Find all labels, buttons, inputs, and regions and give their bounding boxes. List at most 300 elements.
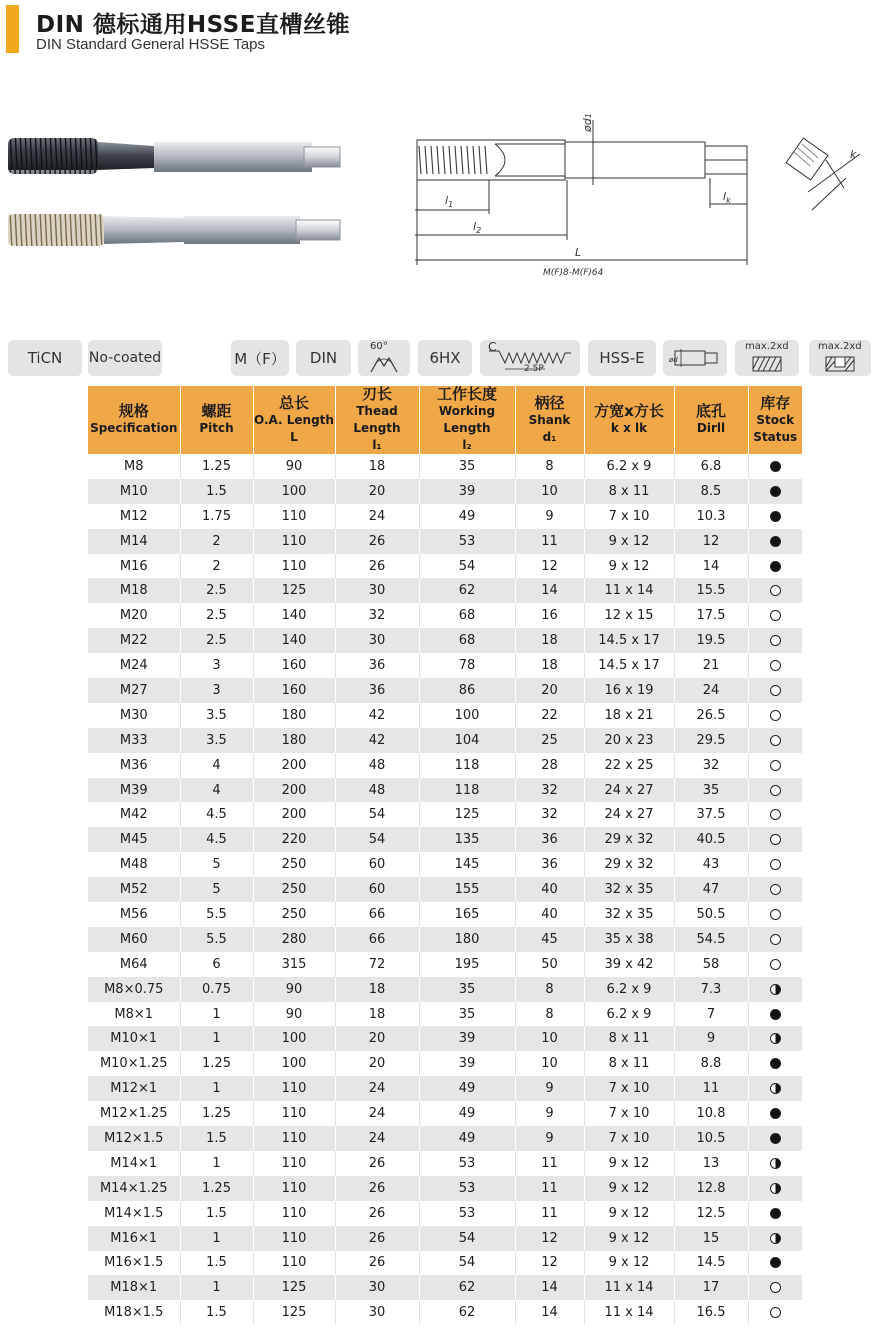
spec-depth-through [735,340,799,376]
cell-drill: 8.8 [674,1051,748,1076]
cell-thread: 42 [335,703,419,728]
spec-ticn-label: TiCN [27,349,63,367]
spec-thread-angle-label: 60° [370,341,388,352]
cell-drill: 14.5 [674,1251,748,1276]
cell-shank: 40 [515,902,584,927]
cell-spec: M12 [88,504,180,529]
cell-drill: 8.5 [674,479,748,504]
cell-square: 32 x 35 [584,877,674,902]
cell-pitch: 1 [180,1002,253,1027]
cell-working: 62 [419,1275,515,1300]
cell-spec: M60 [88,927,180,952]
cell-stock [748,504,802,529]
cell-thread: 54 [335,827,419,852]
table-row [88,952,802,977]
table-row [88,1300,802,1325]
column-header-shank-en: Shank [528,412,571,427]
cell-length: 100 [253,1026,335,1051]
table-row [88,728,802,753]
cell-shank: 36 [515,852,584,877]
column-header-shank-cn: 柄径 [534,393,565,412]
cell-spec: M12×1 [88,1076,180,1101]
cell-square: 29 x 32 [584,827,674,852]
cell-working: 195 [419,952,515,977]
cell-square: 9 x 12 [584,529,674,554]
cell-thread: 20 [335,1026,419,1051]
cell-length: 160 [253,678,335,703]
table-row [88,1201,802,1226]
cell-drill: 9 [674,1026,748,1051]
cell-stock [748,827,802,852]
cell-thread: 20 [335,479,419,504]
cell-spec: M10×1 [88,1026,180,1051]
d1-label: ød [581,118,594,132]
cell-spec: M12×1.25 [88,1101,180,1126]
cell-spec: M36 [88,753,180,778]
stock-empty-icon [770,834,781,845]
cell-spec: M10 [88,479,180,504]
cell-spec: M45 [88,827,180,852]
cell-length: 110 [253,1226,335,1251]
cell-drill: 12.5 [674,1201,748,1226]
cell-stock [748,1101,802,1126]
cell-length: 250 [253,877,335,902]
table-row [88,603,802,628]
table-row [88,504,802,529]
cell-drill: 17 [674,1275,748,1300]
cell-working: 68 [419,628,515,653]
cell-spec: M18 [88,578,180,603]
cell-working: 100 [419,703,515,728]
cell-pitch: 1.75 [180,504,253,529]
cell-spec: M33 [88,728,180,753]
column-header-stock-en: Stock [756,412,795,427]
cell-spec: M14×1 [88,1151,180,1176]
cell-drill: 10.5 [674,1126,748,1151]
d1-subscript: 1 [584,113,593,119]
spec-table [88,386,802,1325]
cell-spec: M39 [88,778,180,803]
spec-depth-blind-label: max.2xd [818,341,862,352]
cell-square: 8 x 11 [584,1051,674,1076]
table-row [88,1226,802,1251]
column-header-working-en: Working Length [438,404,496,435]
cell-stock [748,1251,802,1276]
cell-length: 160 [253,653,335,678]
cell-shank: 14 [515,578,584,603]
cell-thread: 26 [335,1151,419,1176]
spec-icon-row [0,340,876,378]
stock-half-icon [770,1158,781,1169]
cell-length: 280 [253,927,335,952]
cell-spec: M20 [88,603,180,628]
cell-working: 118 [419,753,515,778]
cell-stock [748,603,802,628]
cell-working: 125 [419,802,515,827]
column-header-square [584,386,674,454]
column-header-working-sym: l₂ [462,438,472,452]
spec-thread-angle [358,340,410,376]
cell-shank: 45 [515,927,584,952]
cell-pitch: 4 [180,778,253,803]
cell-drill: 14 [674,554,748,579]
cell-pitch: 1.5 [180,479,253,504]
cell-working: 78 [419,653,515,678]
table-row [88,1051,802,1076]
svg-text:l2 [473,220,481,235]
cell-stock [748,902,802,927]
spec-chamfer [480,340,580,376]
cell-drill: 47 [674,877,748,902]
cell-spec: M8×0.75 [88,977,180,1002]
stock-full-icon [770,1009,781,1020]
stock-half-icon [770,1033,781,1044]
cell-thread: 26 [335,529,419,554]
cell-square: 6.2 x 9 [584,977,674,1002]
cell-square: 14.5 x 17 [584,628,674,653]
cell-drill: 11 [674,1076,748,1101]
table-row [88,1126,802,1151]
cell-length: 250 [253,852,335,877]
column-header-spec [88,386,180,454]
table-row [88,877,802,902]
cell-shank: 22 [515,703,584,728]
cell-thread: 24 [335,1126,419,1151]
cell-working: 145 [419,852,515,877]
table-row [88,852,802,877]
table-row [88,454,802,479]
stock-full-icon [770,1257,781,1268]
cell-stock [748,1201,802,1226]
cell-length: 90 [253,1002,335,1027]
cell-pitch: 0.75 [180,977,253,1002]
shank-icon [667,345,723,371]
table-row [88,1026,802,1051]
cell-pitch: 1.25 [180,454,253,479]
stock-empty-icon [770,934,781,945]
through-hole-icon [750,355,784,373]
table-row [88,1101,802,1126]
cell-working: 39 [419,1026,515,1051]
cell-square: 11 x 14 [584,578,674,603]
table-header-row [88,386,802,454]
cell-spec: M10×1.25 [88,1051,180,1076]
cell-shank: 12 [515,1226,584,1251]
column-header-square-cn: 方宽x方长 [594,402,664,420]
cell-stock [748,554,802,579]
cell-drill: 21 [674,653,748,678]
cell-shank: 14 [515,1300,584,1325]
l1-subscript: 1 [448,200,454,209]
column-header-thread-en: Thead Length [353,404,401,435]
table-row [88,927,802,952]
cell-drill: 7.3 [674,977,748,1002]
stock-empty-icon [770,785,781,796]
cell-stock [748,977,802,1002]
stock-half-icon [770,984,781,995]
table-body [88,454,802,1325]
cell-shank: 11 [515,1151,584,1176]
cell-square: 7 x 10 [584,1101,674,1126]
cell-length: 125 [253,1300,335,1325]
cell-drill: 58 [674,952,748,977]
table-row [88,1176,802,1201]
cell-drill: 16.5 [674,1300,748,1325]
cell-length: 110 [253,1101,335,1126]
cell-spec: M14 [88,529,180,554]
cell-working: 86 [419,678,515,703]
cell-pitch: 1.25 [180,1176,253,1201]
cell-spec: M18×1 [88,1275,180,1300]
cell-thread: 36 [335,653,419,678]
accent-bar [6,5,19,53]
cell-pitch: 1.5 [180,1201,253,1226]
blind-hole-icon [823,355,857,373]
cell-pitch: 3 [180,678,253,703]
cell-thread: 30 [335,1275,419,1300]
cell-stock [748,728,802,753]
cell-length: 100 [253,1051,335,1076]
cell-stock [748,1051,802,1076]
cell-pitch: 2.5 [180,578,253,603]
cell-shank: 20 [515,678,584,703]
cell-thread: 26 [335,1176,419,1201]
spec-chamfer-sublabel: 2.5P [524,364,544,374]
cell-stock [748,678,802,703]
cell-working: 35 [419,1002,515,1027]
column-header-stock-cn: 库存 [760,393,791,412]
l2-label: l [473,220,477,233]
spec-tolerance-label: 6HX [429,349,461,367]
cell-working: 135 [419,827,515,852]
cell-thread: 24 [335,1076,419,1101]
cell-working: 54 [419,554,515,579]
column-header-shank-sym: d₁ [542,429,557,444]
table-row [88,977,802,1002]
column-header-stock [748,386,802,454]
cell-spec: M64 [88,952,180,977]
cell-thread: 66 [335,902,419,927]
cell-spec: M24 [88,653,180,678]
cell-square: 6.2 x 9 [584,454,674,479]
cell-shank: 18 [515,628,584,653]
cell-drill: 13 [674,1151,748,1176]
stock-half-icon [770,1233,781,1244]
table-row [88,703,802,728]
cell-shank: 10 [515,1026,584,1051]
spec-material [588,340,656,376]
cell-square: 9 x 12 [584,1226,674,1251]
column-header-length-en: O.A. Length [254,412,334,427]
spec-standard-label: DIN [309,349,338,367]
table-row [88,1002,802,1027]
cell-drill: 40.5 [674,827,748,852]
cell-shank: 12 [515,554,584,579]
cell-pitch: 5 [180,877,253,902]
cell-length: 250 [253,902,335,927]
thread-angle-icon [369,352,399,374]
cell-pitch: 1 [180,1026,253,1051]
cell-pitch: 1.25 [180,1051,253,1076]
cell-pitch: 3.5 [180,728,253,753]
cell-working: 54 [419,1251,515,1276]
cell-thread: 48 [335,778,419,803]
lk-subscript: k [726,196,731,205]
spec-no-coated-label: No-coated [88,350,162,366]
cell-length: 110 [253,504,335,529]
cell-working: 155 [419,877,515,902]
cell-length: 200 [253,753,335,778]
cell-spec: M52 [88,877,180,902]
spec-thread-mf-label: M（F） [234,349,286,368]
spec-shank-label: ød [669,356,678,364]
cell-thread: 48 [335,753,419,778]
cell-working: 68 [419,603,515,628]
cell-drill: 17.5 [674,603,748,628]
cell-working: 49 [419,1101,515,1126]
cell-thread: 24 [335,504,419,529]
cell-shank: 36 [515,827,584,852]
cell-length: 220 [253,827,335,852]
cell-stock [748,778,802,803]
square-end-view [782,130,868,220]
cell-length: 200 [253,802,335,827]
cell-thread: 66 [335,927,419,952]
cell-square: 39 x 42 [584,952,674,977]
cell-pitch: 1.5 [180,1251,253,1276]
cell-pitch: 1 [180,1151,253,1176]
column-header-length [253,386,335,454]
column-header-square-en: k x lk [610,421,648,435]
cell-pitch: 4 [180,753,253,778]
cell-length: 90 [253,454,335,479]
cell-spec: M30 [88,703,180,728]
cell-pitch: 1 [180,1076,253,1101]
cell-square: 7 x 10 [584,504,674,529]
cell-pitch: 4.5 [180,802,253,827]
column-header-spec-cn: 规格 [118,402,149,420]
cell-pitch: 5 [180,852,253,877]
cell-drill: 7 [674,1002,748,1027]
cell-stock [748,703,802,728]
cell-working: 53 [419,1176,515,1201]
spec-tolerance [418,340,472,376]
cell-square: 18 x 21 [584,703,674,728]
cell-square: 11 x 14 [584,1275,674,1300]
cell-working: 180 [419,927,515,952]
table-row [88,802,802,827]
cell-length: 100 [253,479,335,504]
cell-shank: 10 [515,1051,584,1076]
cell-square: 14.5 x 17 [584,653,674,678]
cell-stock [748,653,802,678]
cell-length: 315 [253,952,335,977]
lk-label: l [723,190,727,203]
stock-empty-icon [770,760,781,771]
stock-full-icon [770,1058,781,1069]
cell-drill: 10.8 [674,1101,748,1126]
table-row [88,628,802,653]
cell-shank: 11 [515,1176,584,1201]
stock-empty-icon [770,710,781,721]
cell-thread: 36 [335,678,419,703]
cell-working: 49 [419,1126,515,1151]
cell-square: 9 x 12 [584,1176,674,1201]
cell-drill: 29.5 [674,728,748,753]
column-header-stock-sym: Status [753,429,798,444]
cell-pitch: 2 [180,554,253,579]
cell-thread: 60 [335,877,419,902]
cell-working: 49 [419,1076,515,1101]
cell-drill: 37.5 [674,802,748,827]
cell-pitch: 6 [180,952,253,977]
cell-length: 110 [253,1251,335,1276]
cell-shank: 40 [515,877,584,902]
cell-shank: 28 [515,753,584,778]
table-row [88,554,802,579]
cell-square: 20 x 23 [584,728,674,753]
table-row [88,578,802,603]
cell-shank: 9 [515,1101,584,1126]
cell-spec: M42 [88,802,180,827]
cell-spec: M22 [88,628,180,653]
cell-pitch: 5.5 [180,927,253,952]
cell-spec: M12×1.5 [88,1126,180,1151]
table-row [88,529,802,554]
stock-empty-icon [770,909,781,920]
stock-empty-icon [770,809,781,820]
cell-stock [748,1076,802,1101]
k-label: k [850,148,857,161]
stock-half-icon [770,1083,781,1094]
cell-drill: 12 [674,529,748,554]
cell-pitch: 1.25 [180,1101,253,1126]
cell-drill: 6.8 [674,454,748,479]
cell-shank: 25 [515,728,584,753]
cell-stock [748,529,802,554]
stock-full-icon [770,561,781,572]
stock-empty-icon [770,660,781,671]
cell-square: 8 x 11 [584,479,674,504]
cell-length: 110 [253,1126,335,1151]
cell-drill: 15 [674,1226,748,1251]
spec-chamfer-label: C [488,340,497,354]
cell-square: 9 x 12 [584,554,674,579]
stock-full-icon [770,1108,781,1119]
cell-drill: 15.5 [674,578,748,603]
cell-stock [748,877,802,902]
stock-full-icon [770,461,781,472]
cell-pitch: 2.5 [180,603,253,628]
cell-pitch: 2 [180,529,253,554]
stock-half-icon [770,1183,781,1194]
cell-stock [748,1026,802,1051]
cell-spec: M48 [88,852,180,877]
cell-square: 9 x 12 [584,1251,674,1276]
cell-thread: 32 [335,603,419,628]
cell-stock [748,1002,802,1027]
cell-working: 49 [419,504,515,529]
cell-stock [748,802,802,827]
cell-length: 110 [253,1176,335,1201]
cell-length: 140 [253,628,335,653]
cell-working: 35 [419,454,515,479]
tap-technical-drawing [405,100,755,280]
stock-empty-icon [770,610,781,621]
cell-drill: 10.3 [674,504,748,529]
stock-empty-icon [770,635,781,646]
cell-thread: 30 [335,628,419,653]
